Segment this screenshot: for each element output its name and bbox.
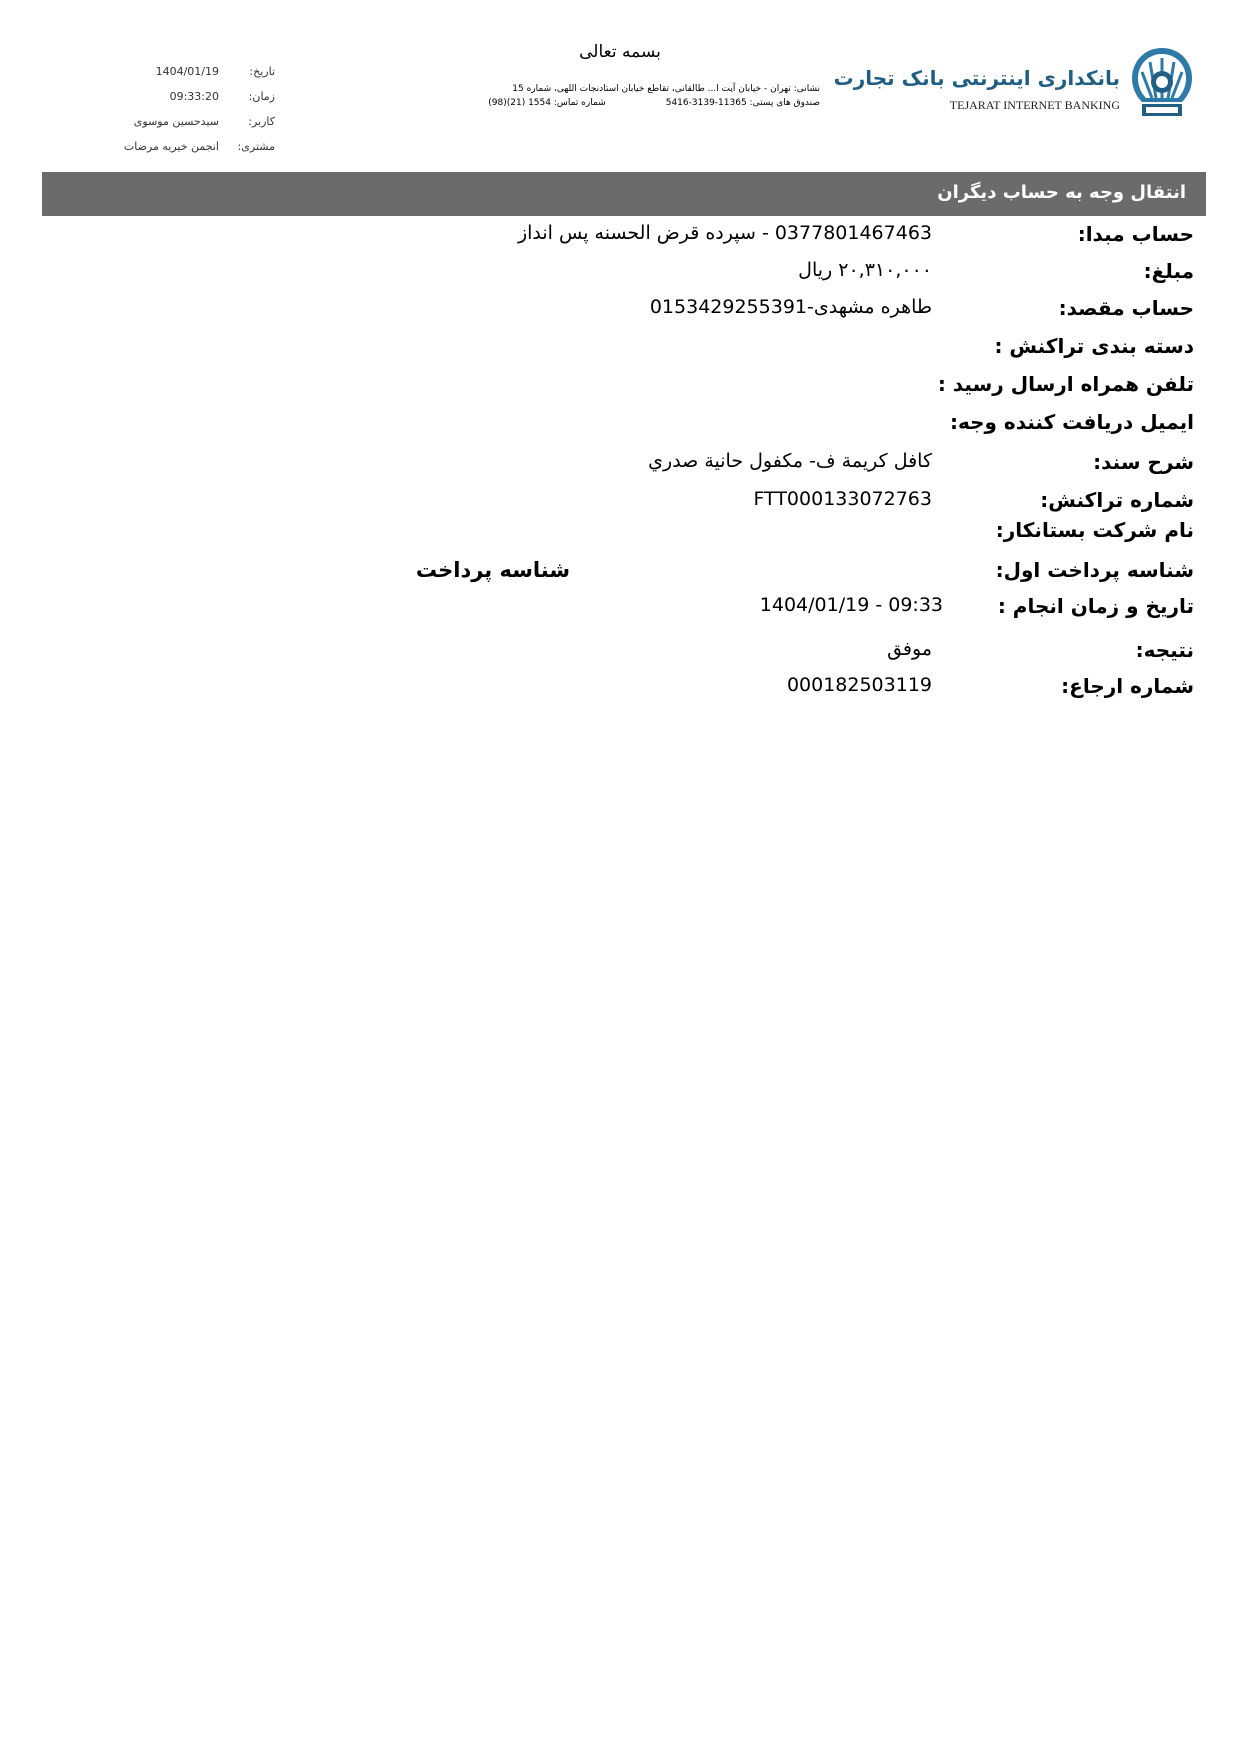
- transaction-category-label: دسته بندی تراکنش :: [994, 334, 1194, 358]
- user-value: سیدحسین موسوی: [133, 115, 219, 128]
- date-value: 1404/01/19: [155, 65, 219, 78]
- page-title-bar: [42, 172, 1206, 216]
- source-account-label: حساب مبدا:: [1077, 222, 1194, 246]
- result-value: موفق: [887, 638, 932, 660]
- meta-customer: [100, 140, 275, 160]
- customer-label: مشتری:: [237, 140, 275, 153]
- result-label: نتیجه:: [1135, 638, 1194, 662]
- description-label: شرح سند:: [1093, 450, 1194, 474]
- po-box: صندوق های پستی: 11365-3139-5416: [665, 98, 820, 108]
- basmala: بسمه تعالی: [579, 42, 661, 62]
- amount-value: ۲۰,۳۱۰,۰۰۰ ریال: [798, 259, 932, 281]
- bank-name-persian: بانکداری اینترنتی بانک تجارت: [833, 66, 1120, 90]
- date-label: تاریخ:: [249, 65, 275, 78]
- description-value: كافل كريمة ف- مكفول حانية صدري: [648, 450, 932, 472]
- page-title: انتقال وجه به حساب دیگران: [937, 182, 1186, 203]
- reference-number-value: 000182503119: [786, 674, 932, 696]
- receipt-mobile-label: تلفن همراه ارسال رسید :: [937, 372, 1194, 396]
- user-label: کاربر:: [248, 115, 275, 128]
- destination-account-value: طاهره مشهدی-0153429255391: [649, 296, 932, 318]
- destination-account-label: حساب مقصد:: [1058, 296, 1194, 320]
- customer-value: انجمن خیریه مرضات: [123, 140, 219, 153]
- creditor-company-label: نام شرکت بستانکار:: [995, 518, 1194, 542]
- recipient-email-label: ایمیل دریافت کننده وجه:: [949, 410, 1194, 434]
- execution-datetime-label: تاریخ و زمان انجام :: [997, 594, 1194, 618]
- bank-address: نشانی: تهران - خیابان آیت ا... طالقانی، تقاطع خیابان استادنجات اللهی، شماره 15: [512, 84, 820, 94]
- source-account-value: 0377801467463 - سپرده قرض الحسنه پس انداز: [517, 222, 932, 244]
- meta-time: [100, 90, 275, 110]
- phone-number: شماره تماس: 1554 (21)(98): [488, 98, 606, 108]
- transaction-number-label: شماره تراکنش:: [1040, 488, 1194, 512]
- reference-number-label: شماره ارجاع:: [1061, 674, 1194, 698]
- payment-id-value: شناسه پرداخت: [415, 558, 570, 582]
- meta-user: [100, 115, 275, 135]
- execution-datetime-value: 1404/01/19 - 09:33: [759, 594, 943, 616]
- time-label: زمان:: [248, 90, 275, 103]
- bank-logo-icon: [1128, 44, 1196, 120]
- transaction-number-value: FTT000133072763: [753, 488, 932, 510]
- amount-label: مبلغ:: [1143, 259, 1194, 283]
- meta-date: [100, 65, 275, 85]
- time-value: 09:33:20: [169, 90, 219, 103]
- payment-id-label: شناسه پرداخت اول:: [995, 558, 1194, 582]
- bank-name-english: TEJARAT INTERNET BANKING: [949, 98, 1120, 112]
- bank-contact-line: [420, 98, 820, 108]
